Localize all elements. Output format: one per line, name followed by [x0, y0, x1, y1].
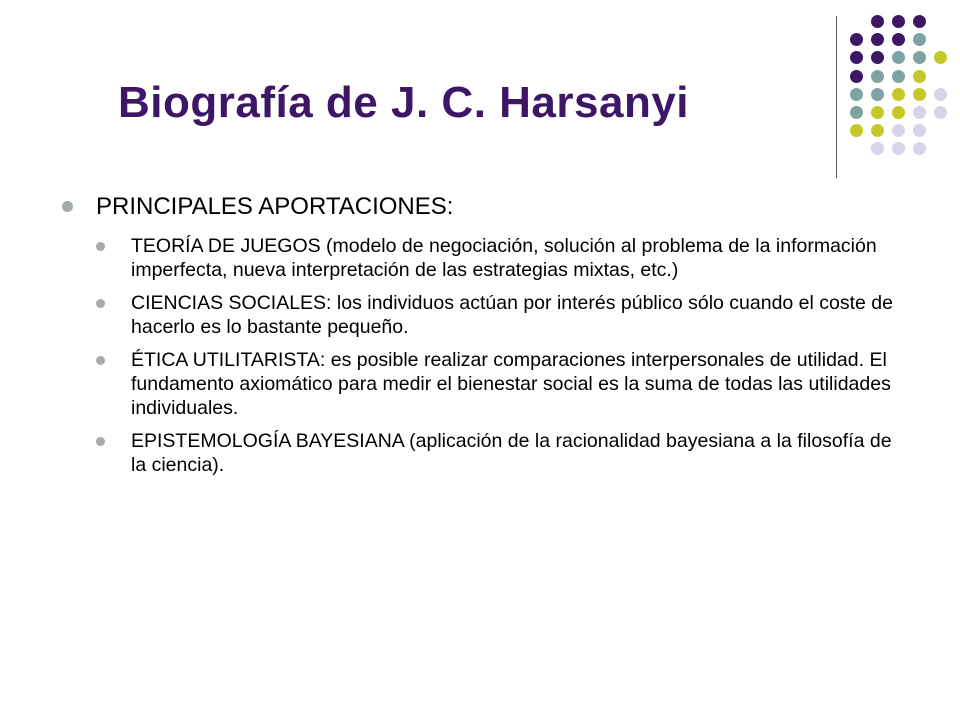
decorative-dot: [871, 106, 884, 119]
decorative-dot: [913, 124, 926, 137]
decorative-dot: [892, 33, 905, 46]
decorative-dot: [913, 51, 926, 64]
decorative-dot: [892, 88, 905, 101]
decorative-dot: [892, 15, 905, 28]
decorative-dot: [892, 106, 905, 119]
decorative-dot: [892, 124, 905, 137]
decorative-dot: [892, 70, 905, 83]
decorative-dot: [892, 142, 905, 155]
sub-bullet-item: [60, 291, 920, 339]
bullet-icon: [96, 242, 105, 251]
decorative-dot: [913, 88, 926, 101]
decorative-dot: [850, 124, 863, 137]
decorative-dot: [913, 70, 926, 83]
decorative-dot: [850, 51, 863, 64]
bullet-icon: [96, 356, 105, 365]
sub-bullet-text: TEORÍA DE JUEGOS (modelo de negociación, solución al problema de la información imperfecta, nueva interpretación de las estrategias mixtas, etc.): [131, 235, 877, 281]
bullet-heading-text: PRINCIPALES APORTACIONES:: [96, 193, 454, 220]
decorative-dot: [850, 88, 863, 101]
decorative-dot: [850, 106, 863, 119]
decorative-dot: [850, 33, 863, 46]
sub-bullet-text: ÉTICA UTILITARISTA: es posible realizar comparaciones interpersonales de utilidad. El fundamento axiomático para medir el bienestar social es la suma de todas las utilidades individuales.: [131, 349, 891, 419]
sub-bullet-item: [60, 348, 920, 420]
decorative-dot: [913, 33, 926, 46]
sub-bullet-text: CIENCIAS SOCIALES: los individuos actúan por interés público sólo cuando el coste de hacerlo es lo bastante pequeño.: [131, 292, 893, 338]
decorative-divider-line: [836, 16, 837, 178]
decorative-dot: [892, 51, 905, 64]
sub-bullet-item: [60, 429, 920, 477]
slide-content: [60, 192, 920, 486]
decorative-dot: [871, 142, 884, 155]
decorative-dot: [850, 70, 863, 83]
decorative-dot: [871, 88, 884, 101]
bullet-icon: [62, 201, 73, 212]
decorative-dot: [871, 124, 884, 137]
bullet-heading: [60, 192, 920, 222]
decorative-dot: [934, 88, 947, 101]
bullet-icon: [96, 299, 105, 308]
decorative-dot: [871, 70, 884, 83]
decorative-dot: [913, 142, 926, 155]
bullet-icon: [96, 437, 105, 446]
decorative-dot: [871, 51, 884, 64]
decorative-dot: [871, 15, 884, 28]
decorative-dot: [913, 15, 926, 28]
decorative-dot: [913, 106, 926, 119]
slide-title: Biografía de J. C. Harsanyi: [118, 78, 690, 127]
decorative-dot: [934, 51, 947, 64]
sub-bullet-item: [60, 234, 920, 282]
sub-bullet-text: EPISTEMOLOGÍA BAYESIANA (aplicación de la racionalidad bayesiana a la filosofía de la ciencia).: [131, 430, 892, 476]
decorative-dot: [871, 33, 884, 46]
decorative-dot: [934, 106, 947, 119]
